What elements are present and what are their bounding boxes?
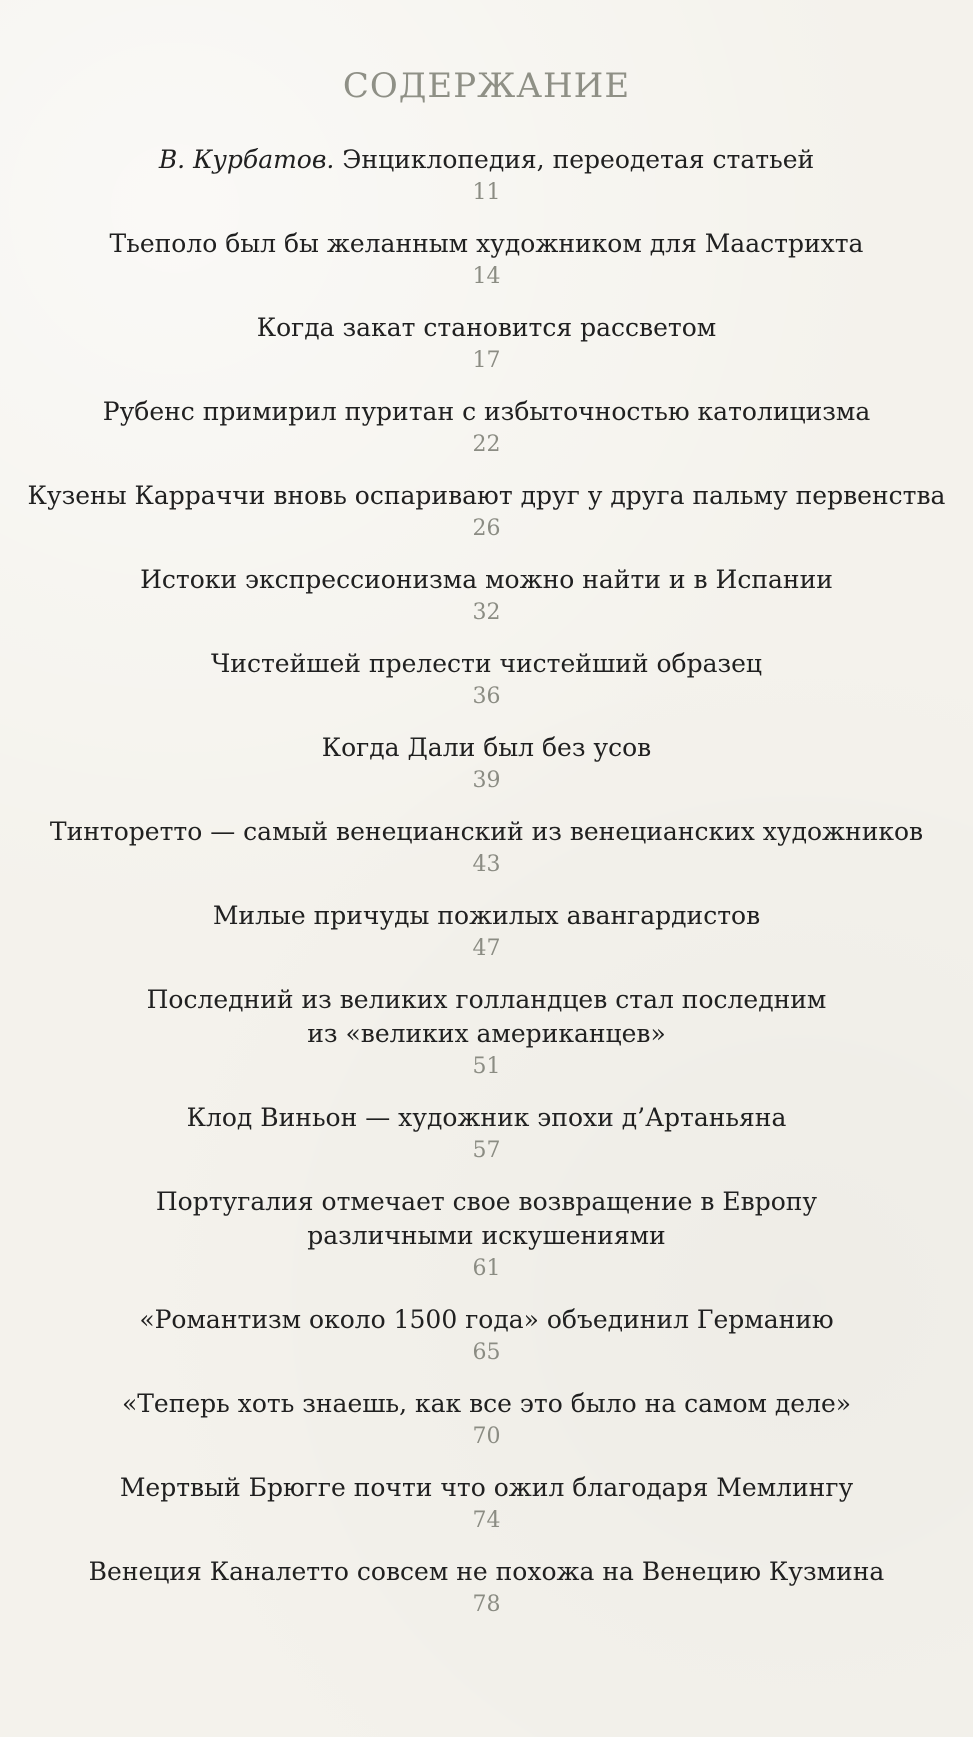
toc-entry-title: Истоки экспрессионизма можно найти и в Испании (140, 565, 833, 594)
toc-entry-page: 14 (472, 264, 501, 289)
toc-entry (0, 1555, 973, 1621)
toc-entry-page: 26 (472, 516, 501, 541)
toc-entry-page: 32 (472, 600, 501, 625)
toc-entry-author: В. Курбатов. (158, 145, 335, 174)
toc-entry (0, 1185, 973, 1285)
toc-entry-title: Венеция Каналетто совсем не похожа на Венецию Кузмина (88, 1557, 885, 1586)
toc-list (0, 143, 973, 1621)
toc-entry-page: 17 (472, 348, 501, 373)
toc-entry-title: Рубенс примирил пуритан с избыточностью католицизма (102, 397, 871, 426)
toc-entry-title: Милые причуды пожилых авангардистов (212, 901, 761, 930)
toc-entry-page: 22 (472, 432, 501, 457)
toc-entry-title: Тьеполо был бы желанным художником для Маастрихта (109, 229, 864, 258)
toc-entry-page: 39 (472, 768, 501, 793)
toc-entry-title: Мертвый Брюгге почти что ожил благодаря Мемлингу (119, 1473, 854, 1502)
toc-entry (0, 311, 973, 377)
toc-entry-page: 36 (472, 684, 501, 709)
toc-entry-heading (0, 143, 973, 177)
toc-entry (0, 647, 973, 713)
toc-entry (0, 395, 973, 461)
toc-entry-page: 43 (472, 852, 501, 877)
toc-entry (0, 563, 973, 629)
toc-entry (0, 1387, 973, 1453)
toc-entry (0, 899, 973, 965)
toc-entry-title: Когда Дали был без усов (321, 733, 652, 762)
toc-entry (0, 1101, 973, 1167)
toc-entry (0, 983, 973, 1083)
toc-entry (0, 1471, 973, 1537)
toc-entry-page: 74 (472, 1508, 501, 1533)
toc-entry-page: 65 (472, 1340, 501, 1365)
toc-entry-page: 70 (472, 1424, 501, 1449)
toc-entry-page: 61 (472, 1256, 501, 1281)
toc-entry-page: 57 (472, 1138, 501, 1163)
toc-entry (0, 1303, 973, 1369)
toc-entry (0, 479, 973, 545)
toc-entry-title: Чистейшей прелести чистейший образец (210, 649, 762, 678)
toc-entry-page: 11 (472, 180, 501, 205)
toc-entry-title: Энциклопедия, переодетая статьей (334, 145, 815, 174)
toc-entry (0, 143, 973, 209)
toc-entry (0, 731, 973, 797)
toc-entry (0, 815, 973, 881)
toc-title: СОДЕРЖАНИЕ (342, 66, 631, 106)
toc-entry-title: «Теперь хоть знаешь, как все это было на самом деле» (121, 1389, 852, 1418)
toc-entry-title: Португалия отмечает свое возвращение в Европу различными искушениями (155, 1187, 818, 1250)
toc-entry-title: Клод Виньон — художник эпохи д’Артаньяна (186, 1103, 787, 1132)
toc-entry-title: Последний из великих голландцев стал последним из «великих американцев» (146, 985, 827, 1048)
toc-entry-title: Тинторетто — самый венецианский из венецианских художников (49, 817, 924, 846)
toc-entry-page: 78 (472, 1592, 501, 1617)
toc-entry-page: 47 (472, 936, 501, 961)
toc-entry-page: 51 (472, 1054, 501, 1079)
toc-entry-title: Кузены Карраччи вновь оспаривают друг у друга пальму первенства (27, 481, 946, 510)
toc-entry-title: «Романтизм около 1500 года» объединил Германию (139, 1305, 834, 1334)
toc-entry (0, 227, 973, 293)
toc-entry-title: Когда закат становится рассветом (256, 313, 717, 342)
